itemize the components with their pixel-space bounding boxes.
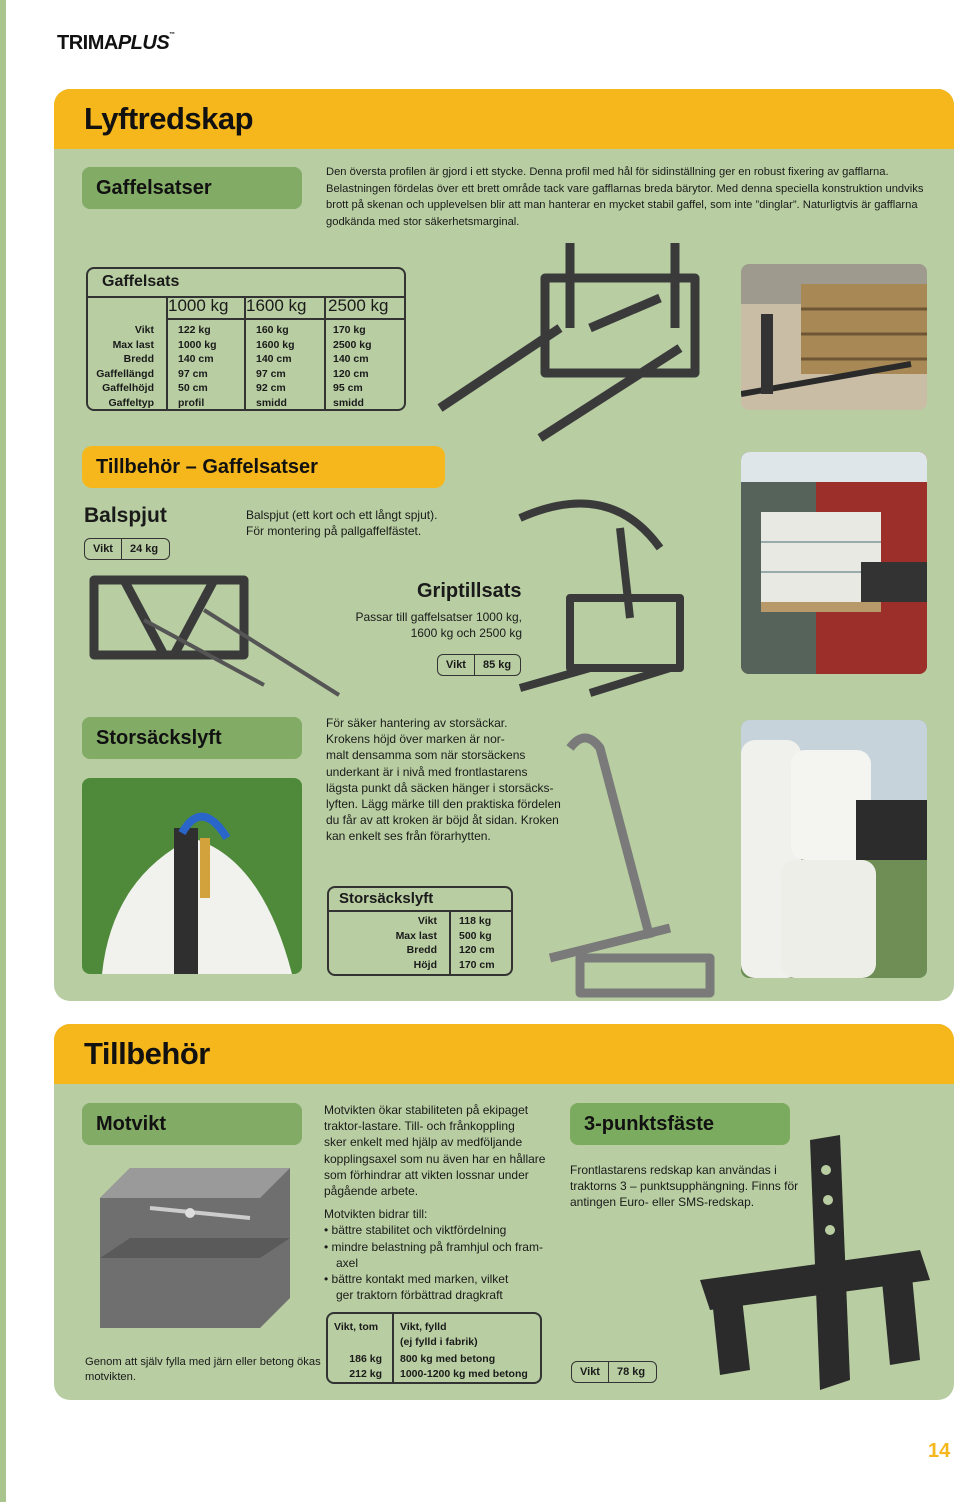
desc-line: traktorns 3 – punktsupphängning. Finns för xyxy=(570,1179,799,1194)
cell: 500 kg xyxy=(459,929,492,942)
cell: 800 kg med betong xyxy=(400,1353,496,1365)
desc-line: kan enkelt ses från förarhytten. xyxy=(326,829,491,844)
gaffelsatser-description: Den översta profilen är gjord i ett stycke. Denna profil med hål för sidinställning ger en robust fixering av gafflarna. Belastningen fördelas över ett brett område tack vare gafflarnas breda bärytor. Med denna speciella konstruktion undviks brott på skenan och upplevelsen blir att man hanterar en mycket stabil gaffel, som inte ”dinglar”. Naturligtvis är gafflarna godkända med stor säkerhetsmarginal. xyxy=(326,166,924,228)
brand-logo: TRIMAPLUS™ xyxy=(57,32,175,54)
cell: 170 cm xyxy=(459,958,495,971)
desc-line: sker enkelt med hjälp av medföljande xyxy=(324,1135,523,1150)
cell: 140 cm xyxy=(256,353,292,365)
weight-value: 24 kg xyxy=(121,539,166,559)
cell: smidd xyxy=(256,396,287,409)
bullet-continuation: ger traktorn förbättrad dragkraft xyxy=(336,1288,503,1303)
griptillsats-description xyxy=(330,609,522,641)
griptillsats-illustration xyxy=(500,488,700,698)
photo-crate-drawing xyxy=(741,264,927,410)
balspjut-illustration xyxy=(84,560,354,700)
desc-line: du får av att kroken är böjd åt sidan. Kroken xyxy=(326,813,559,828)
cell: 95 cm xyxy=(333,382,363,394)
storsack-table-title: Storsäckslyft xyxy=(339,890,434,907)
motvikt-pill: Motvikt xyxy=(82,1103,302,1145)
cell: 1600 kg xyxy=(256,338,295,351)
desc-line: antingen Euro- eller SMS-redskap. xyxy=(570,1195,755,1210)
header-1000: 1000 kg xyxy=(168,296,229,315)
big-bags-photo xyxy=(741,720,927,978)
weight-label: Vikt xyxy=(93,543,113,555)
storsack-hook-photo xyxy=(82,778,302,974)
motvikt-spec-table xyxy=(326,1312,542,1384)
cell: 160 kg xyxy=(256,324,289,336)
spec-row-labels xyxy=(88,323,154,410)
bullet-text: bättre stabilitet och viktfördelning xyxy=(331,1223,507,1238)
desc-line: som förhindrar att vikten lossnar under xyxy=(324,1167,529,1182)
cell: 2500 kg xyxy=(333,338,372,351)
desc-line: 1600 kg och 2500 kg xyxy=(410,626,522,640)
page-number: 14 xyxy=(928,1440,951,1462)
cell: 120 cm xyxy=(333,367,369,380)
desc-line: För säker hantering av storsäckar. xyxy=(326,716,508,730)
bidrar-title: Motvikten bidrar till: xyxy=(324,1207,428,1222)
desc-line: malt densamma som när storsäckens xyxy=(326,748,526,763)
balspjut-description xyxy=(246,507,437,539)
motvikt-caption xyxy=(85,1355,321,1385)
caption-line: motvikten. xyxy=(85,1371,136,1383)
cell: 50 cm xyxy=(178,382,208,394)
row-label: Max last xyxy=(395,929,437,942)
trepunkt-pill: 3-punktsfäste xyxy=(570,1103,790,1145)
storsackslyft-spec-table xyxy=(327,886,513,976)
cell: 118 kg xyxy=(459,915,492,927)
row-label: Gaffeltyp xyxy=(108,396,154,409)
bullet-item: • bättre stabilitet och viktfördelning xyxy=(324,1223,507,1238)
bullet-item: • mindre belastning på framhjul och fram- xyxy=(324,1239,543,1254)
cell: 140 cm xyxy=(333,353,369,365)
desc-line: lägsta punkt då säcken hänger i storsäcks- xyxy=(326,780,554,795)
section-title-tillbehor: Tillbehör xyxy=(54,1024,954,1084)
griptillsats-title: Griptillsats xyxy=(417,580,522,602)
header-line: Vikt, fylld xyxy=(400,1321,447,1333)
row-label: Vikt xyxy=(134,324,154,336)
weight-label: Vikt xyxy=(580,1366,600,1378)
cell: 120 cm xyxy=(459,944,495,956)
spec-col-line-1 xyxy=(244,296,246,411)
cell: 92 cm xyxy=(256,382,286,394)
storsack-table-divider xyxy=(329,910,511,912)
photo-hook-drawing xyxy=(82,778,302,974)
tillbehor-gaffelsatser-pill: Tillbehör – Gaffelsatser xyxy=(82,446,445,488)
cell: smidd xyxy=(333,396,364,409)
row-label: Bredd xyxy=(123,353,154,365)
motvikt-description xyxy=(324,1102,564,1303)
storsack-row-labels xyxy=(329,914,437,972)
spec-col-2500 xyxy=(333,323,372,410)
balspjut-title: Balspjut xyxy=(84,504,167,527)
griptillsats-photo xyxy=(741,452,927,674)
row-label: Bredd xyxy=(406,944,437,956)
cell: 186 kg xyxy=(349,1353,382,1365)
spec-table-title: Gaffelsats xyxy=(102,273,180,290)
motvikt-header-2 xyxy=(400,1320,478,1349)
cell: 1000-1200 kg med betong xyxy=(400,1367,528,1380)
section-title-lyftredskap: Lyftredskap xyxy=(54,89,954,149)
gaffelsats-spec-table xyxy=(86,267,406,411)
motvikt-col-line xyxy=(392,1314,394,1382)
bullet-item: • bättre kontakt med marken, vilket xyxy=(324,1272,509,1287)
desc-line: underkant är i nivå med frontlastarens xyxy=(326,764,528,779)
row-label: Höjd xyxy=(413,958,437,971)
caption-line: Genom att själv fylla med järn eller betong ökas xyxy=(85,1356,321,1368)
row-label: Max last xyxy=(112,338,154,351)
header-1600: 1600 kg xyxy=(246,296,307,315)
cell: 97 cm xyxy=(256,367,286,380)
fork-crate-photo xyxy=(741,264,927,410)
header-line: (ej fylld i fabrik) xyxy=(400,1335,478,1348)
desc-line: Krokens höjd över marken är nor- xyxy=(326,732,505,747)
spec-table-header-row xyxy=(166,296,404,320)
spec-col-line-0 xyxy=(166,296,168,411)
motvikt-header-1: Vikt, tom xyxy=(334,1321,379,1333)
row-label: Gaffellängd xyxy=(96,367,154,380)
desc-line: traktor-lastare. Till- och frånkoppling xyxy=(324,1119,515,1134)
bullet-text: mindre belastning på framhjul och fram- xyxy=(331,1239,543,1254)
pallet-fork-illustration xyxy=(430,238,730,448)
storsack-col-line xyxy=(449,910,451,976)
storsack-values xyxy=(459,914,495,972)
desc-line: För montering på pallgaffelfästet. xyxy=(246,524,422,538)
motvikt-illustration xyxy=(90,1158,300,1338)
photo-bags-drawing xyxy=(741,720,927,978)
desc-line: Passar till gaffelsatser 1000 kg, xyxy=(355,610,522,624)
weight-value: 85 kg xyxy=(474,655,519,675)
balspjut-weight-box xyxy=(84,538,170,560)
row-label: Vikt xyxy=(417,915,437,927)
desc-line: kopplingsaxel som nu även har en hållare xyxy=(324,1151,546,1166)
trepunkt-weight-box xyxy=(571,1361,657,1383)
griptillsats-weight-box xyxy=(437,654,521,676)
bullet-continuation: axel xyxy=(336,1255,359,1270)
bullet-text: bättre kontakt med marken, vilket xyxy=(331,1272,509,1287)
cell: 122 kg xyxy=(178,324,211,336)
desc-line: Frontlastarens redskap kan användas i xyxy=(570,1163,777,1177)
cell: 170 kg xyxy=(333,324,366,336)
storsackslyft-illustration xyxy=(530,728,730,1000)
gaffelsatser-pill: Gaffelsatser xyxy=(82,167,302,209)
left-edge-bar xyxy=(0,0,6,1502)
cell: 97 cm xyxy=(178,367,208,380)
header-2500: 2500 kg xyxy=(328,296,389,315)
spec-col-1000 xyxy=(178,323,217,410)
cell: 140 cm xyxy=(178,353,214,365)
photo-barn-drawing xyxy=(741,452,927,674)
cell: profil xyxy=(178,396,205,409)
trepunkt-illustration xyxy=(680,1130,950,1400)
desc-line: Balspjut (ett kort och ett långt spjut). xyxy=(246,508,438,522)
desc-line: pågående arbete. xyxy=(324,1184,419,1199)
desc-line: lyften. Lägg märke till den praktiska fördelen xyxy=(326,797,561,812)
desc-line: Motvikten ökar stabiliteten på ekipaget xyxy=(324,1103,529,1117)
cell: 1000 kg xyxy=(178,338,217,351)
weight-value: 78 kg xyxy=(608,1362,653,1382)
cell: 212 kg xyxy=(349,1367,382,1380)
row-label: Gaffelhöjd xyxy=(102,382,154,394)
storsackslyft-pill: Storsäckslyft xyxy=(82,717,302,759)
weight-label: Vikt xyxy=(446,659,466,671)
spec-col-1600 xyxy=(256,323,295,410)
spec-col-line-2 xyxy=(324,296,326,411)
motvikt-col-1 xyxy=(328,1352,382,1381)
motvikt-col-2 xyxy=(400,1352,528,1381)
